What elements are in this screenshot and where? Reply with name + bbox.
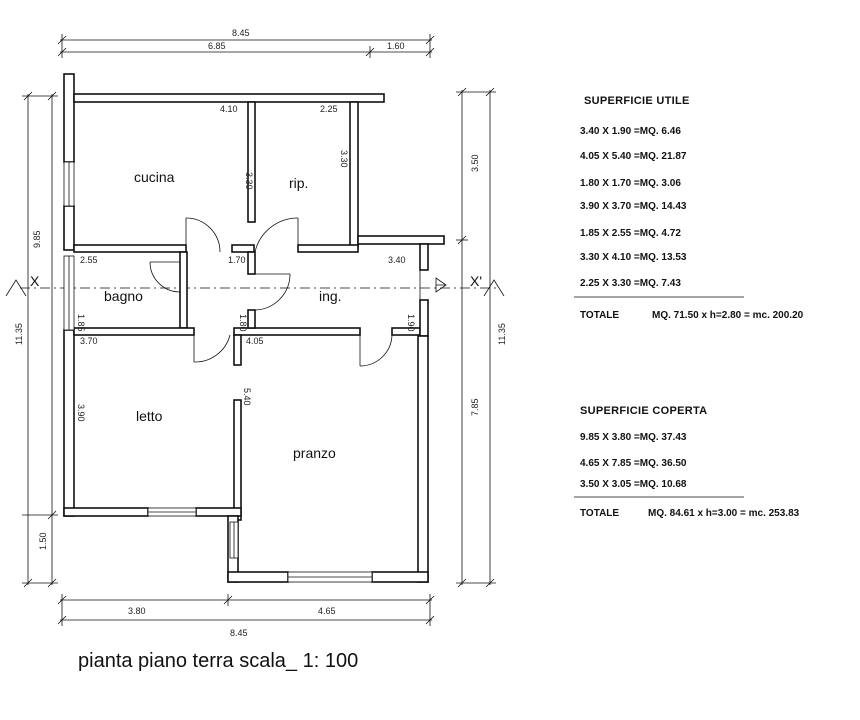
dim-letto-height: 3.90 [76,404,86,422]
walls [64,74,444,582]
dim-top-total: 8.45 [232,28,250,38]
dim-rip-width: 2.25 [320,104,338,114]
dim-bagno-height: 1.85 [76,314,86,332]
dim-bagno-width: 2.55 [80,255,98,265]
room-label-pranzo: pranzo [293,445,336,461]
dim-corridor-width: 1.70 [228,255,246,265]
dim-bottom-left: 3.80 [128,606,146,616]
table-coperta-row: 3.50 X 3.05 =MQ. 10.68 [580,479,687,490]
table-coperta-title: SUPERFICIE COPERTA [580,405,708,417]
dim-ing-height: 1.90 [406,314,416,332]
dim-left-upper: 9.85 [32,230,42,248]
table-utile-row: 1.80 X 1.70 =MQ. 3.06 [580,178,681,189]
dim-cucina-height: 3.30 [244,172,254,190]
room-label-bagno: bagno [104,288,143,304]
table-utile-row: 1.85 X 2.55 =MQ. 4.72 [580,228,681,239]
table-utile-row: 3.30 X 4.10 =MQ. 13.53 [580,252,687,263]
table-coperta-total-label: TOTALE [580,508,620,519]
axis-label-right: X' [470,273,483,289]
table-utile-row: 3.90 X 3.70 =MQ. 14.43 [580,201,687,212]
table-superficie-utile [574,95,804,321]
table-utile-title: SUPERFICIE UTILE [584,95,690,107]
section-line [6,280,504,296]
dim-pranzo-width: 4.05 [246,336,264,346]
table-utile-row: 2.25 X 3.30 =MQ. 7.43 [580,278,681,289]
dim-right-total: 11.35 [497,323,507,345]
dim-right-upper: 3.50 [470,154,480,172]
room-label-rip: rip. [289,175,309,191]
plan-caption: pianta piano terra scala_ 1: 100 [78,650,359,672]
table-superficie-coperta [574,405,800,519]
table-utile-row: 3.40 X 1.90 =MQ. 6.46 [580,126,681,137]
table-coperta-row: 9.85 X 3.80 =MQ. 37.43 [580,432,687,443]
dim-top-right: 1.60 [387,41,405,51]
room-label-ing: ing. [319,288,342,304]
dim-left-lower: 1.50 [38,532,48,550]
table-utile-row: 4.05 X 5.40 =MQ. 21.87 [580,151,687,162]
dim-bottom-right: 4.65 [318,606,336,616]
axis-label-left: X [30,273,40,289]
table-coperta-total-value: MQ. 84.61 x h=3.00 = mc. 253.83 [648,508,800,519]
dim-left-total: 11.35 [14,323,24,345]
dim-rip-height: 3.30 [339,150,349,168]
table-coperta-row: 4.65 X 7.85 =MQ. 36.50 [580,458,687,469]
dim-corridor-height: 1.80 [238,314,248,332]
dim-right-lower: 7.85 [470,398,480,416]
table-utile-total-value: MQ. 71.50 x h=2.80 = mc. 200.20 [652,310,804,321]
left-dimension-lines [22,92,58,587]
dim-cucina-width: 4.10 [220,104,238,114]
dim-ing-width: 3.40 [388,255,406,265]
room-label-letto: letto [136,408,163,424]
dim-top-left: 6.85 [208,41,226,51]
dim-letto-width: 3.70 [80,336,98,346]
dim-pranzo-height: 5.40 [242,388,252,406]
bottom-dimension-lines [58,594,434,626]
room-label-cucina: cucina [134,169,175,185]
dim-bottom-total: 8.45 [230,628,248,638]
windows [64,162,372,582]
table-utile-total-label: TOTALE [580,310,620,321]
